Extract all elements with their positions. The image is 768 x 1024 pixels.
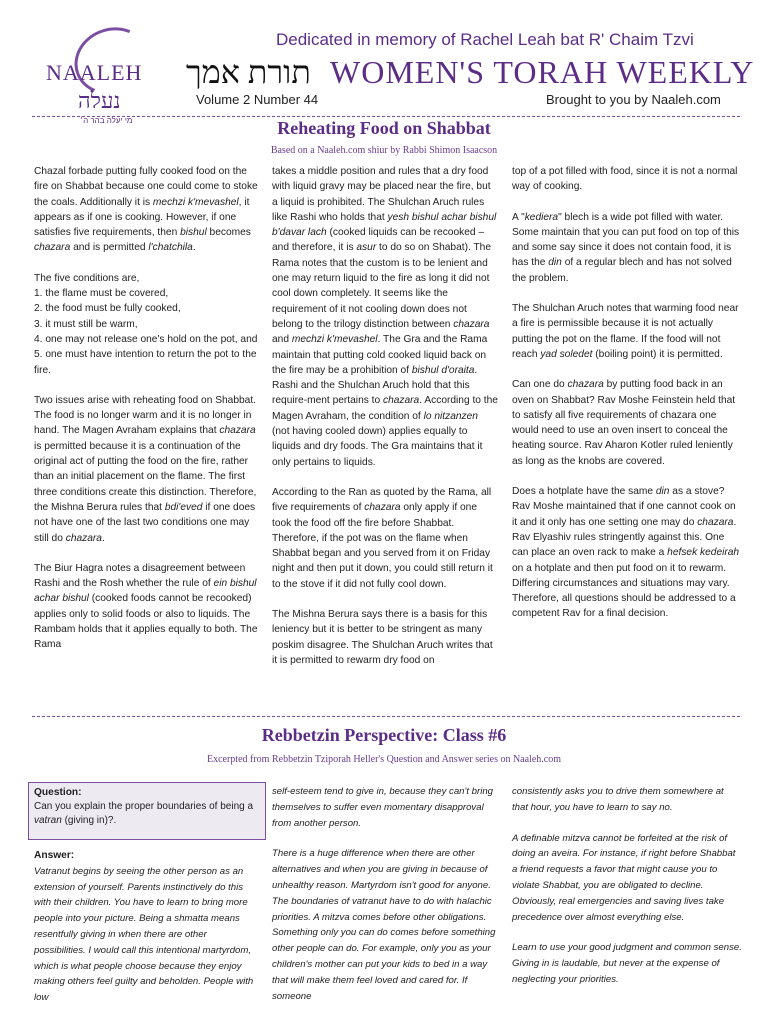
title-english: WOMEN'S TORAH WEEKLY: [330, 54, 755, 90]
logo-text: NAALEH: [46, 60, 143, 85]
volume-number: Volume 2 Number 44: [196, 92, 319, 107]
answer-label: Answer:: [34, 850, 75, 861]
paragraph: Can one do chazara by putting food back in an oven on Shabbat? Rav Moshe Feinstein held that to satisfy all five requirements of chazara one would need to use an oven insert to conceal the heating source. Rav Aharon Kotler ruled leniently as long as the knobs are covered.: [512, 379, 736, 467]
brought-by: Brought to you by Naaleh.com: [546, 92, 721, 107]
article1-subtitle: Based on a Naaleh.com shiur by Rabbi Shimon Isaacson: [270, 145, 498, 156]
logo-tagline: מי יעלה בהר ה׳: [80, 116, 133, 125]
paragraph: Does a hotplate have the same din as a stove? Rav Moshe maintained that if one cannot cook on it and it only has one setting one may do chazara. Rav Elyashiv rules stringently against this. One can place an oven rack to make a hefsek kedeirah on a hotplate and then put food on it to rewarm. Differing circumstances and situations may vary. Therefore, all questions should be addressed to a competent Rav for a final decision.: [512, 486, 740, 620]
article1-column-1: [34, 164, 260, 668]
paragraph: top of a pot filled with food, since it is not a normal way of cooking.: [512, 166, 738, 193]
article1-column-2: [272, 164, 498, 683]
paragraph: A "kediera" blech is a wide pot filled with water. Some maintain that you can put food on top of this and some say since it does not contain food, it is has the din of a regular blech and has not solved the problem.: [512, 211, 740, 284]
article2-title: Rebbetzin Perspective: Class #6: [261, 725, 507, 745]
article2-column-2: [272, 784, 498, 1019]
paragraph: takes a middle position and rules that a dry food with liquid gravy may be placed near the fire, but a liquid is prohibited. The Shulchan Aruch rules like Rashi who holds that yesh bishul achar bishul b'davar lach (cooked liquids can be recooked – and therefore, it is asur to do so on Shabat). The Rama notes that the custom is to be lenient and one may return liquid to the fire as long it did not cool down completely. It seems like the requirement of it not cooling down does not belong to the trilogy distinction between chazara and mechzi k'mevashel. The Gra and the Rama maintain that putting cold cooked liquid back on the fire may be a prohibition of bishul d'oraita. Rashi and the Shulchan Aruch hold that this require-ment pertains to chazara. According to the Magen Avraham, the condition of lo nitzanzen (not having cooled down) applies equally to liquids and dry foods. The Gra maintains that it only pertains to liquids.: [272, 166, 498, 468]
question-text: Can you explain the proper boundaries of being a vatran (giving in)?.: [34, 801, 254, 826]
question-label: Question:: [34, 787, 82, 798]
paragraph: self-esteem tend to give in, because they can't bring themselves to suffer even momentary disapproval from another person.: [272, 786, 494, 829]
paragraph: Two issues arise with reheating food on Shabbat. The food is no longer warm and it is no longer in hand. The Magen Avraham explains that chazara is permitted because it is a continuation of the original act of putting the food on the fire, rather than an initial placement on the flame. The first three conditions create this distinction. Therefore, the Mishna Berura rules that bdi'eved if one does not have one of the last two conditions one may still do chazara.: [34, 394, 257, 544]
article2-subtitle: Excerpted from Rebbetzin Tziporah Heller's Question and Answer series on Naaleh.com: [206, 754, 561, 765]
paragraph: The Shulchan Aruch notes that warming food near a fire is permissible because it is not actually putting the pot on the flame. If the food will not reach yad soledet (boiling point) it is permitted.: [512, 303, 739, 360]
title-hebrew: תורת אמך: [186, 54, 311, 90]
paragraph: The Mishna Berura says there is a basis for this leniency but it is better to be stringent as many poskim disagree. The Shulchan Aruch writes that it is permitted to rewarm dry food on: [272, 609, 493, 666]
logo-hebrew: נעלה: [78, 88, 121, 113]
answer-text: Vatranut begins by seeing the other person as an extension of yourself. Parents instinctively do this with their children. You have to learn to bring more people into your picture. Being a shmatta means resentfully giving in when there are other possibilities. I would call this intentional martyrdom, which is what people choose because they enjoy making others feel guilty and beholden. People with low: [34, 865, 254, 1004]
paragraph: A definable mitzva cannot be forfeited at the risk of doing an aveira. For instance, if right before Shabbat a friend requests a favor that might cause you to violate Shabbat, you are obligated to decline. Obviously, real emergencies and saving lives take precedence over almost everything else.: [512, 832, 736, 923]
question: [34, 786, 260, 828]
naaleh-logo: [38, 24, 158, 125]
article1-title: Reheating Food on Shabbat: [277, 118, 491, 138]
paragraph: The Biur Hagra notes a disagreement between Rashi and the Rosh whether the rule of ein bishul achar bishul (cooked foods cannot be recooked) applies only to solid foods or also to liquids. The Rambam holds that it applies equally to both. The Rama: [34, 562, 258, 651]
paragraph: Learn to use your good judgment and common sense. Giving in is laudable, but never at the expense of neglecting your priorities.: [512, 942, 742, 985]
paragraph: consistently asks you to drive them somewhere at that hour, you have to learn to say no.: [512, 786, 724, 813]
paragraph: According to the Ran as quoted by the Rama, all five requirements of chazara only apply if one took the food off the fire before Shabbat. Therefore, if the pot was on the flame when Shabbat began and you served from it on Friday night and then put it down, you could still return it to the stove if it did not fully cool down.: [272, 486, 493, 590]
paragraph: Chazal forbade putting fully cooked food on the fire on Shabbat because one could come to stoke the coals. Additionally it is mechzi k'mevashel, it appears as if one is cooking. However, if one satisfies five requirements, then bishul becomes chazara and is permitted l'chatchila.: [34, 166, 258, 254]
dedication: Dedicated in memory of Rachel Leah bat R' Chaim Tzvi: [276, 30, 694, 49]
article2-column-1: [34, 848, 260, 1006]
article2-column-3: [512, 784, 742, 1003]
article1-column-3: [512, 164, 742, 637]
paragraph: There is a huge difference when there are other alternatives and when you are giving in because of unhealthy reason. Martyrdom isn't good for anyone. The boundaries of vatranut have to do with halachic priorities. A mitzva comes before other obligations. Something only you can do comes before something other people can do. For example, only you as your children's mother can put your kids to bed in a way that will make them feel loved and cared for. If someone: [272, 848, 496, 1002]
article-divider: [32, 716, 740, 717]
header-divider: [32, 116, 740, 117]
paragraph: The five conditions are, 1. the flame must be covered, 2. the food must be fully cooked, 3. it must still be warm, 4. one may not release one's hold on the pot, and 5. one must have intention to return the pot to the fire.: [34, 272, 258, 376]
